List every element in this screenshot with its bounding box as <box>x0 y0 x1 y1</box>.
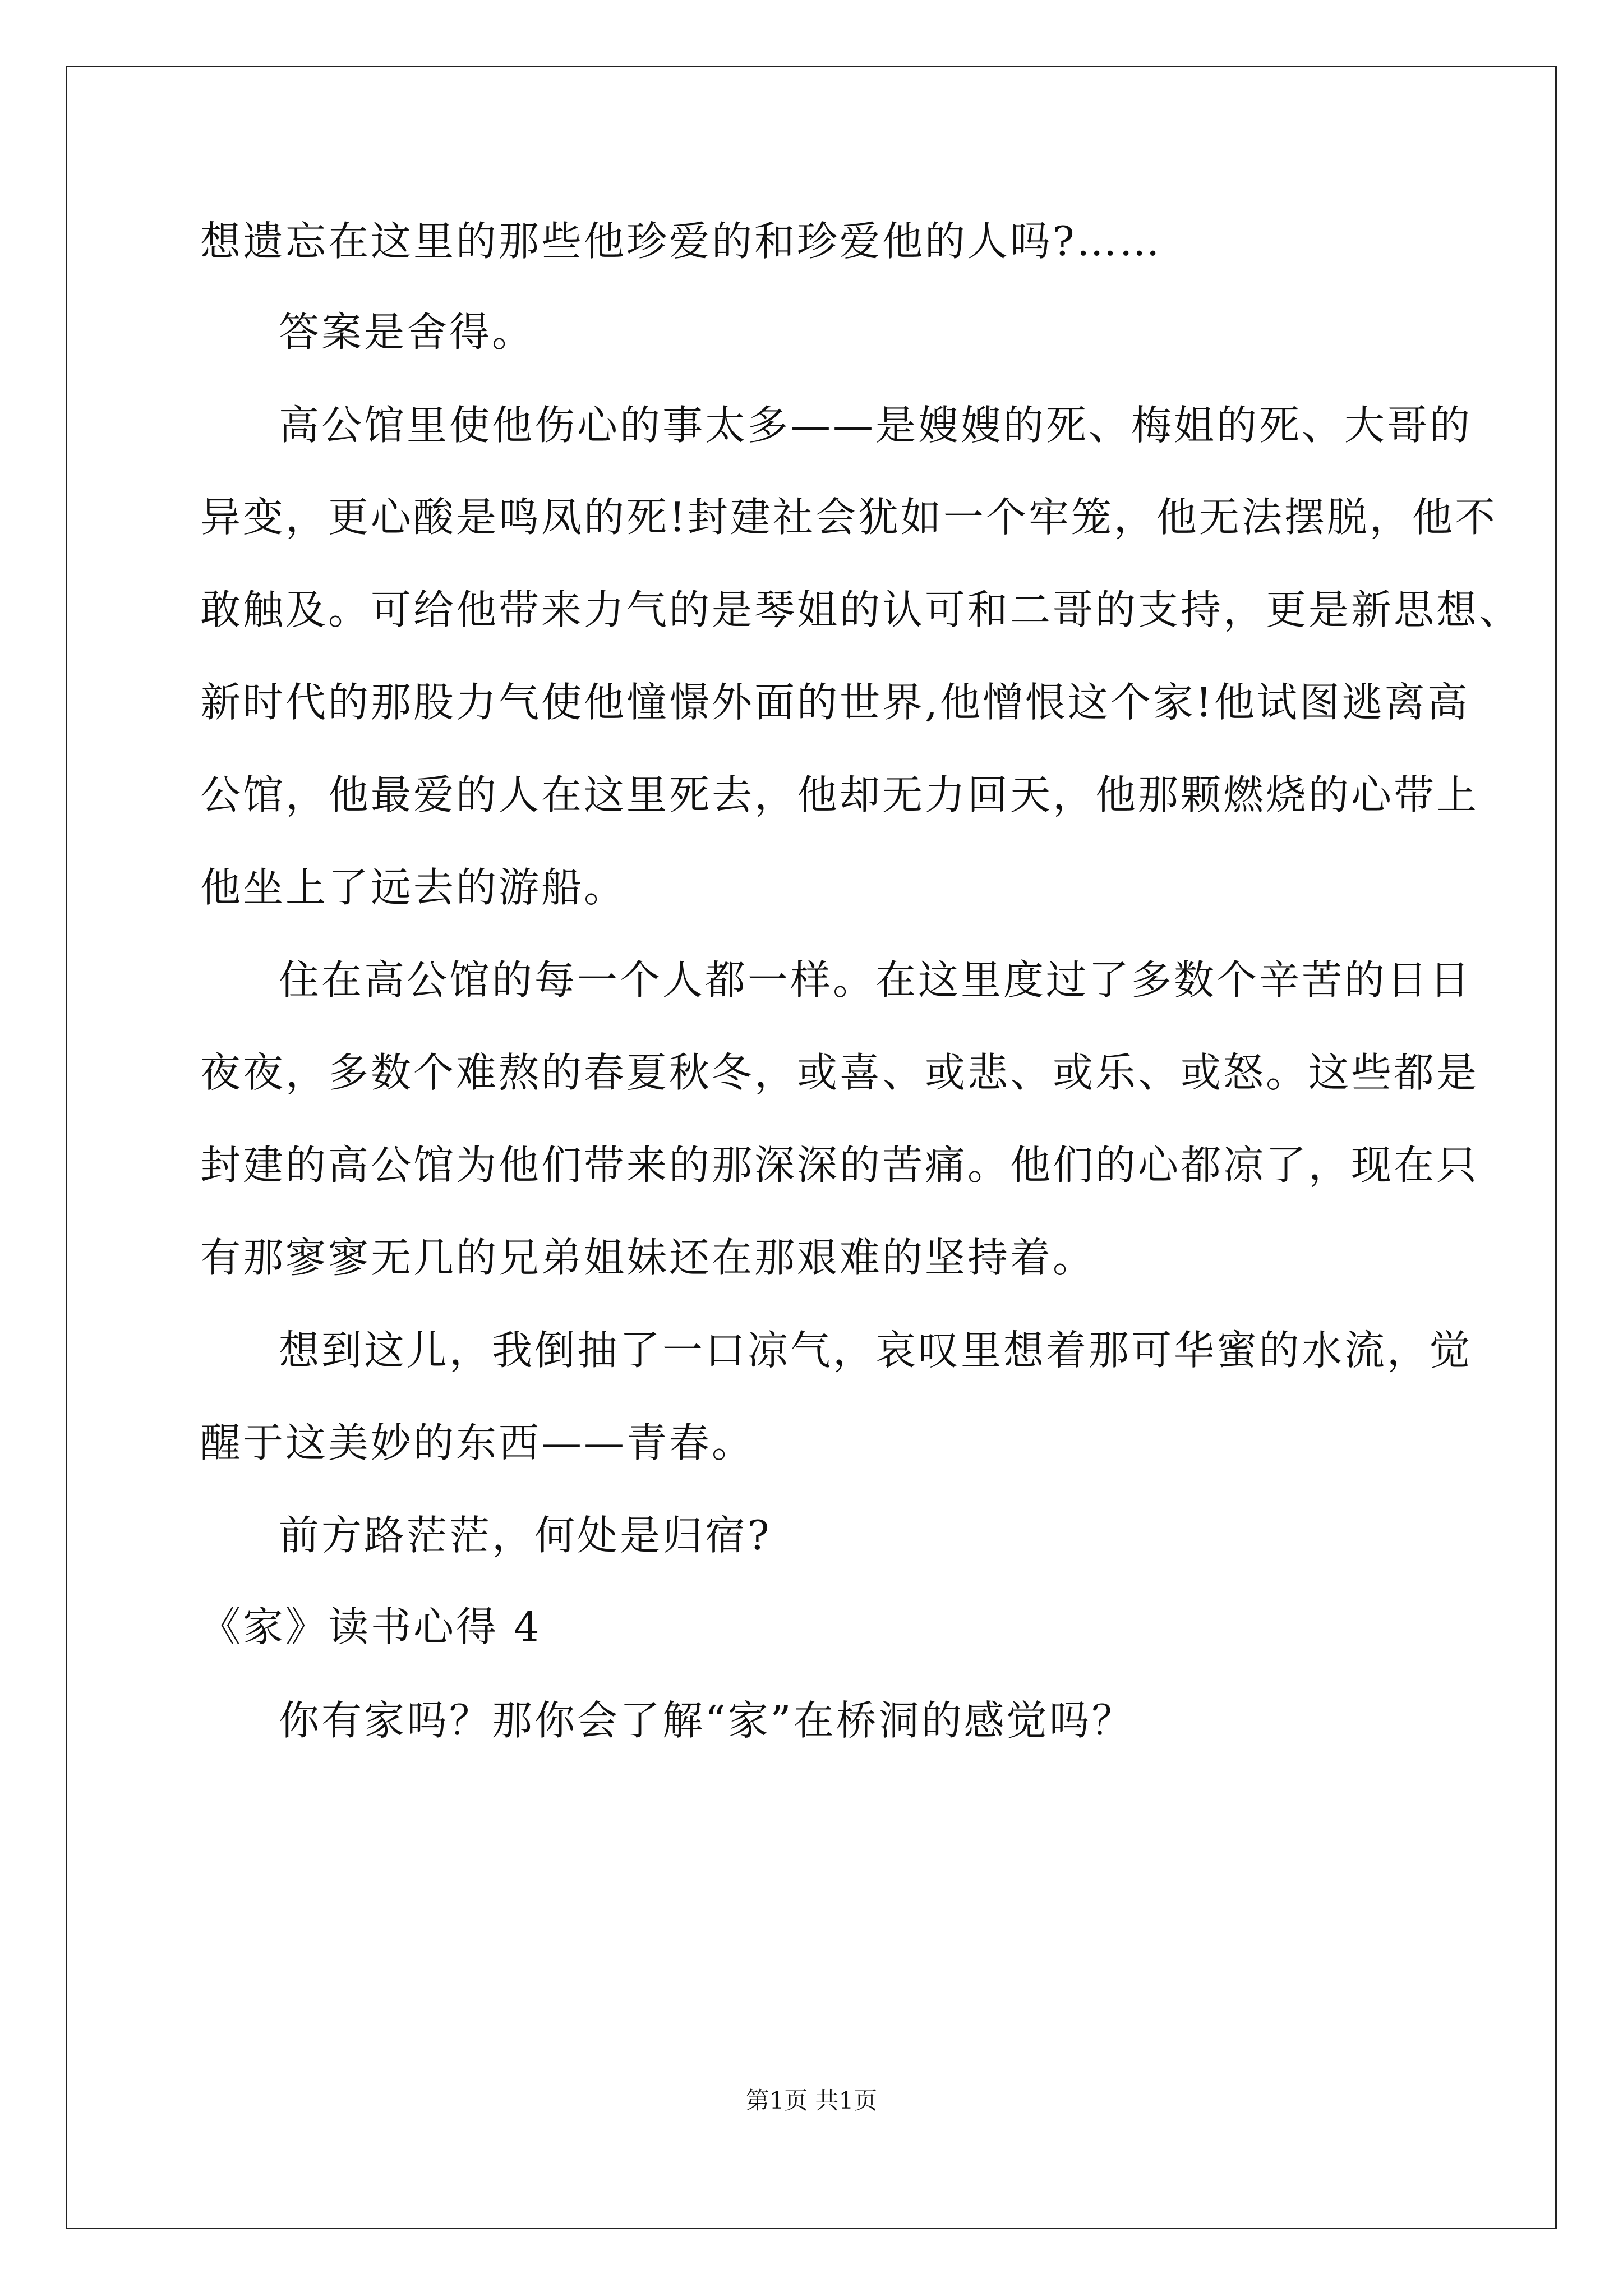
text-line: 封建的高公馆为他们带来的那深深的苦痛。他们的心都凉了，现在只 <box>200 1142 1479 1189</box>
text-line: 公馆，他最爱的人在这里死去，他却无力回天，他那颗燃烧的心带上 <box>200 771 1479 818</box>
paragraph-line: 答案是舍得。 <box>279 309 535 356</box>
paragraph-line: 想到这儿，我倒抽了一口凉气，哀叹里想着那可华蜜的水流，觉 <box>279 1327 1473 1374</box>
text-line: 敢触及。可给他带来力气的是琴姐的认可和二哥的支持，更是新思想、 <box>200 586 1522 633</box>
paragraph-line: 高公馆里使他伤心的事太多——是嫂嫂的死、梅姐的死、大哥的 <box>279 402 1473 449</box>
paragraph-line: 前方路茫茫，何处是归宿? <box>279 1512 772 1559</box>
text-line: 异变，更心酸是鸣凤的死!封建社会犹如一个牢笼，他无法摆脱，他不 <box>200 494 1497 541</box>
paragraph-line: 你有家吗？那你会了解“家”在桥洞的感觉吗？ <box>279 1697 1135 1744</box>
text-line: 新时代的那股力气使他憧憬外面的世界,他憎恨这个家!他试图逃离高 <box>200 679 1470 726</box>
text-line: 想遗忘在这里的那些他珍爱的和珍爱他的人吗?…… <box>200 218 1162 265</box>
page-footer: 第1页 共1页 <box>745 2087 878 2114</box>
paragraph-line: 住在高公馆的每一个人都一样。在这里度过了多数个辛苦的日日 <box>279 956 1473 1004</box>
text-line: 他坐上了远去的游船。 <box>200 864 627 911</box>
text-line: 夜夜，多数个难熬的春夏秋冬，或喜、或悲、或乐、或怒。这些都是 <box>200 1049 1479 1096</box>
section-heading: 《家》读书心得 4 <box>200 1603 542 1650</box>
text-line: 有那寥寥无几的兄弟姐妹还在那艰难的坚持着。 <box>200 1234 1096 1281</box>
text-line: 醒于这美妙的东西——青春。 <box>200 1419 755 1466</box>
